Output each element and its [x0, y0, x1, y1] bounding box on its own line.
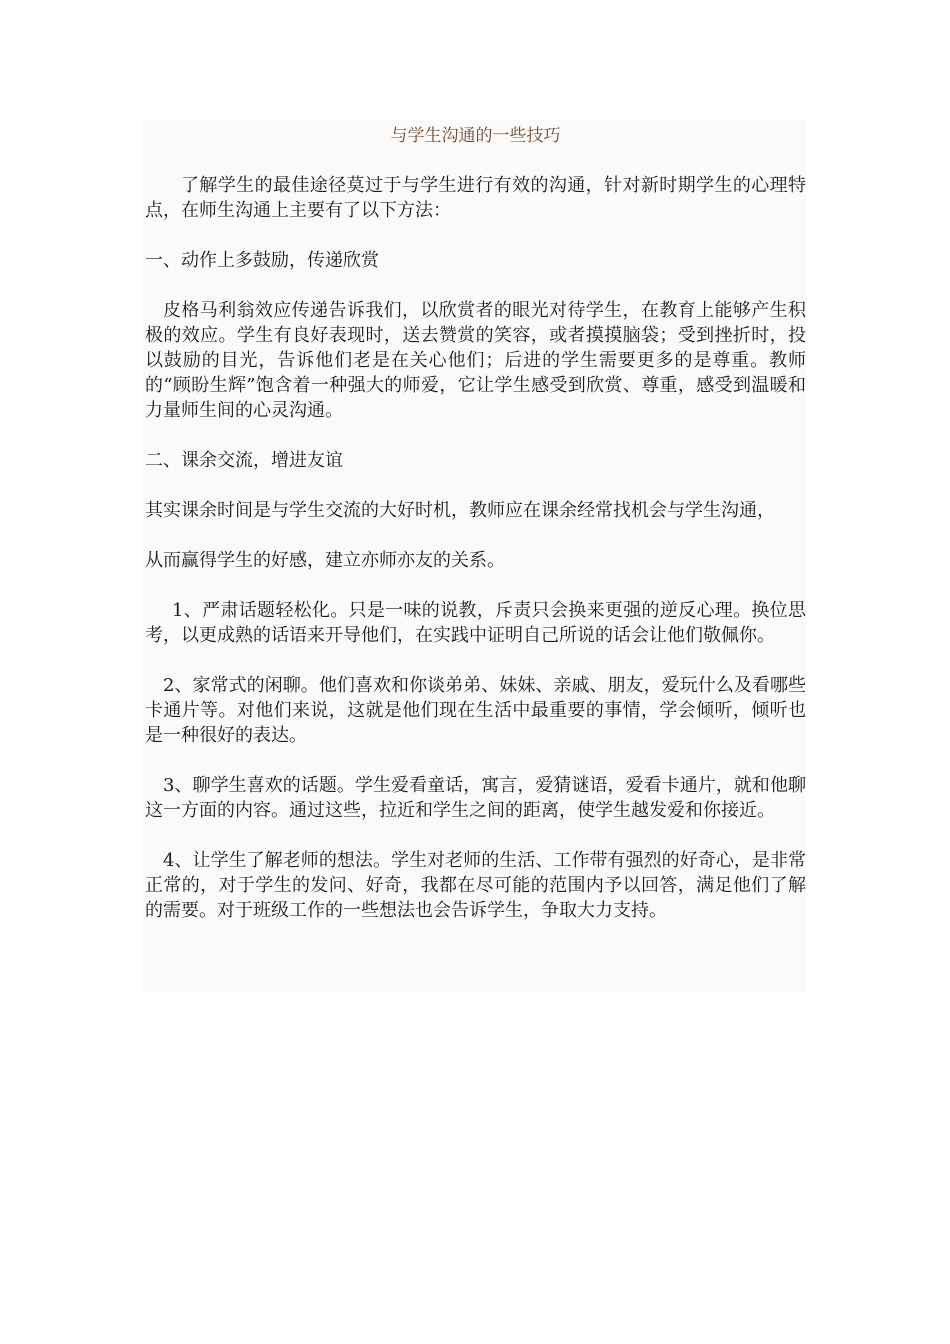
list-item-4: 4、让学生了解老师的想法。学生对老师的生活、工作带有强烈的好奇心，是非常正常的，对于学生的发问、好奇，我都在尽可能的范围内予以回答，满足他们了解的需要。对于班级工作的一些想法也会告诉学生，争取大力支持。: [145, 850, 806, 921]
list-item-2: 2、家常式的闲聊。他们喜欢和你谈弟弟、妹妹、亲戚、朋友，爱玩什么及看哪些卡通片等。对他们来说，这就是他们现在生活中最重要的事情，学会倾听，倾听也是一种很好的表达。: [145, 675, 806, 746]
section-body-2-line-1: 其实课余时间是与学生交流的大好时机，教师应在课余经常找机会与学生沟通，: [145, 500, 775, 521]
article: [145, 124, 806, 948]
article-title: 与学生沟通的一些技巧: [390, 126, 561, 146]
list-item-3: 3、聊学生喜欢的话题。学生爱看童话，寓言，爱猜谜语，爱看卡通片，就和他聊这一方面的内容。通过这些，拉近和学生之间的距离，使学生越发爱和你接近。: [145, 775, 806, 821]
list-item-1: 1、严肃话题轻松化。只是一味的说教，斥责只会换来更强的逆反心理。换位思考，以更成熟的话语来开导他们，在实践中证明自己所说的话会让他们敬佩你。: [145, 600, 806, 646]
section-body-1: 皮格马利翁效应传递告诉我们，以欣赏者的眼光对待学生，在教育上能够产生积极的效应。学生有良好表现时，送去赞赏的笑容，或者摸摸脑袋；受到挫折时，投以鼓励的目光，告诉他们老是在关心他们；后进的学生需要更多的是尊重。教师的“顾盼生辉”饱含着一种强大的师爱，它让学生感受到欣赏、尊重，感受到温暖和力量师生间的心灵沟通。: [145, 300, 806, 421]
section-body-2-line-2: 从而赢得学生的好感，建立亦师亦友的关系。: [145, 550, 505, 571]
intro-paragraph: 了解学生的最佳途径莫过于与学生进行有效的沟通，针对新时期学生的心理特点，在师生沟通上主要有了以下方法：: [145, 175, 806, 221]
section-heading-2: 二、课余交流，增进友谊: [145, 450, 343, 471]
section-heading-1: 一、动作上多鼓励，传递欣赏: [145, 250, 379, 271]
